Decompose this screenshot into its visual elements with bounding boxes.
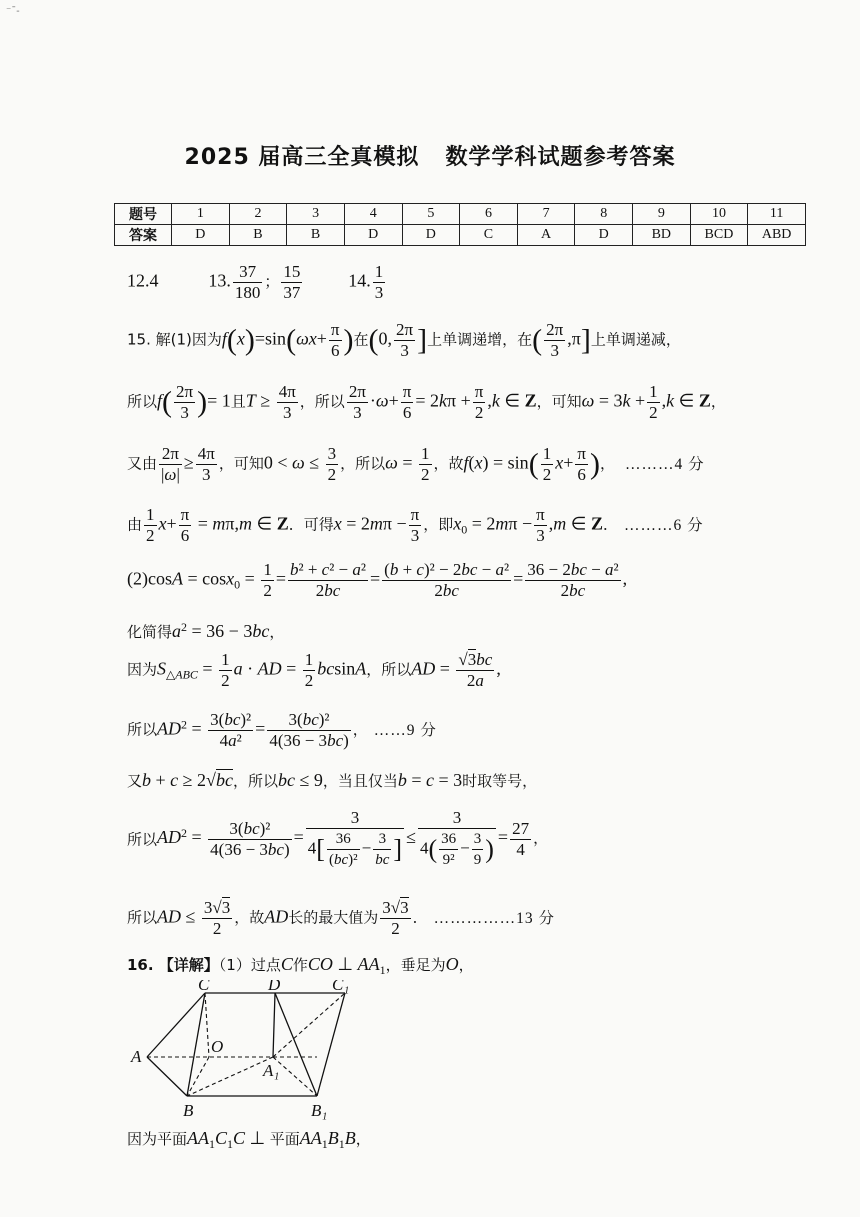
q15-text: 由 <box>127 515 143 534</box>
q15-part2-label: (2) <box>127 568 148 589</box>
answer-cell: A <box>517 225 575 246</box>
question-number: 8 <box>575 204 633 225</box>
answer-cell: D <box>402 225 460 246</box>
q16-text: （1）过点 <box>218 956 281 974</box>
q15-text-increasing: 上单调递增，在 <box>427 330 533 349</box>
q15-part2-line-4: 所以$AD^2$ = $\frac{\text{3(bc)²}}{\text{4a²}}$ = $\frac{\text{3(bc)²}}{4(36 - 3bc)}$ ， ……9 分 <box>127 710 437 750</box>
q13-fraction-2: $\frac{15}{37}$ <box>283 262 301 302</box>
q15-line-3: 又由 $\frac{2\pi}{|\omega|}$ ≥ $\frac{4\pi}{3}$ ，可知0 < ω ≤ $\frac{3}{2}$ ，所以ω = $\frac{1}{2}$ ，故f(x) = sin( $\frac{1}{2}$ x+ $\frac{\pi}{6}$ )， ………4 分 <box>127 444 705 484</box>
q15-line-1: 15. 解(1)因为f(x)=sin(ωx+ $\frac{\pi}{6}$ )在(0, $\frac{2\pi}{3}$ ]上单调递增，在( $\frac{2\pi}{3}$ ,π]上单调递减， <box>127 320 681 360</box>
q15-text: ，所以 <box>366 660 412 679</box>
q15-text: ，可知 <box>218 454 264 473</box>
q15-part2-line-6: 所以$AD^2$ = $\frac{\text{3(bc)²}}{4(36 - 3bc)}$ = 3 4[ $\frac{36}{\text{(bc)²}}$ − $\frac{3}{bc}$ ] ≤ 3 4( $\frac{36}{\text{9²}}$ − $\frac{3}{9}$ ) = $\frac{27}{4}$ ， <box>127 808 549 868</box>
question-number: 2 <box>229 204 287 225</box>
question-row-label: 题号 <box>115 204 172 225</box>
question-number: 4 <box>344 204 402 225</box>
q14-fraction: $\frac{1}{3}$ <box>374 262 384 302</box>
q16-text: 作 <box>292 956 308 974</box>
question-number: 3 <box>287 204 345 225</box>
q16-text: ，垂足为 <box>385 956 446 974</box>
q16-line-1: 16. 【详解】（1）过点C作CO ⊥ $AA_1$，垂足为O， <box>127 954 474 978</box>
label-B1: B₁ <box>311 1101 328 1120</box>
q15-text: ，所以 <box>232 772 278 790</box>
q15-text: ，即 <box>423 515 454 534</box>
q15-part2-line-5: 又b + c ≥ 2√bc，所以bc ≤ 9，当且仅当b = c = 3时取等号， <box>127 770 538 790</box>
question-number: 1 <box>172 204 230 225</box>
scan-mark: ⁻ˉ‐ <box>6 6 20 17</box>
q13-label: 13. <box>208 270 231 291</box>
q15-line-2: 所以f( $\frac{2\pi}{3}$ )= 1且T ≥ $\frac{4\pi}{3}$ ，所以 $\frac{2\pi}{3}$ ·ω+ $\frac{\pi}{6}$ = 2kπ + $\frac{\pi}{2}$ ,k ∈ Z，可知ω = 3k + $\frac{1}{2}$ ,k ∈ Z， <box>127 382 726 422</box>
q13-fraction-1: $\frac{37}{180}$ <box>234 262 261 302</box>
score-9: ……9 分 <box>373 721 437 739</box>
title-part1: 2025 届高三全真模拟 <box>184 145 420 170</box>
q13-separator: ； <box>264 272 280 291</box>
q15-text: ，当且仅当 <box>322 772 398 790</box>
q15-text: 所以 <box>127 720 158 739</box>
q15-text: 又 <box>127 772 143 790</box>
answer-cell: BD <box>633 225 691 246</box>
answer-cell: D <box>172 225 230 246</box>
answer-row-label: 答案 <box>115 225 172 246</box>
q14-label: 14. <box>348 270 371 291</box>
label-B: B <box>183 1101 194 1120</box>
q15-text: 长的最大值为 <box>288 908 379 927</box>
q16-line-2: 因为平面$AA_1C_1C$ ⊥ 平面$AA_1B_1B$， <box>127 1128 371 1152</box>
q15-text: ，故 <box>234 908 265 927</box>
page-title <box>0 140 860 171</box>
answer-cell: B <box>229 225 287 246</box>
q15-part2-line-7: 所以AD ≤ $\frac{3√3}{2}$ ，故AD长的最大值为 $\frac{3√3}{2}$ ． ……………13 分 <box>127 898 556 938</box>
score-4: ………4 分 <box>624 455 705 473</box>
answer-cell: C <box>460 225 518 246</box>
q15-part2-line-1: (2)cosA = cosx$_0$ = $\frac{1}{2}$ = $\frac{\text{b² + c² − a²}}{2bc}$ = $\frac{\text{(b + c)² − 2bc − a²}}{2bc}$ = $\frac{\text{36 − 2bc − a²}}{2bc}$ , <box>127 560 628 600</box>
answer-cell: BCD <box>690 225 748 246</box>
q15-text: ．可得 <box>288 515 334 534</box>
question-number: 9 <box>633 204 691 225</box>
q12-answer: 12.4 <box>127 270 159 291</box>
question-number: 6 <box>460 204 518 225</box>
q16-label: 16. 【详解】 <box>127 956 219 974</box>
score-6: ………6 分 <box>623 516 704 534</box>
q15-text-decreasing: 上单调递减， <box>590 330 681 349</box>
answer-cell: D <box>344 225 402 246</box>
q15-text: 且 <box>230 392 246 411</box>
q15-part2-line-3: 因为$S_{\triangle ABC}$ = $\frac{1}{2}$ a · AD = $\frac{1}{2}$ bcsinA，所以AD = $\frac{√3bc}{2a}$ , <box>127 650 501 690</box>
q15-text: 时取等号， <box>462 772 538 790</box>
question-number: 5 <box>402 204 460 225</box>
title-part2: 数学学科试题参考答案 <box>445 145 676 170</box>
score-13: ……………13 分 <box>433 909 556 927</box>
q15-text: ，可知 <box>536 392 582 411</box>
question-number: 10 <box>690 204 748 225</box>
label-A: A <box>131 1047 142 1066</box>
q16-text: 因为平面 <box>127 1130 188 1148</box>
answer-table <box>114 203 806 246</box>
q15-text: ，故 <box>433 454 464 473</box>
answer-row <box>115 225 806 246</box>
q15-text: 因为 <box>127 660 158 679</box>
q15-text: 所以 <box>127 830 158 849</box>
answer-cell: D <box>575 225 633 246</box>
fill-in-answers <box>127 262 387 303</box>
q15-text: ，所以 <box>340 454 386 473</box>
question-number: 7 <box>517 204 575 225</box>
label-O: O <box>211 1037 224 1056</box>
answer-cell: ABD <box>748 225 806 246</box>
answer-cell: B <box>287 225 345 246</box>
q15-line-4: 由 $\frac{1}{2}$ x+ $\frac{\pi}{6}$ = mπ,m ∈ Z．可得x = 2mπ − $\frac{\pi}{3}$ ，即$x_0 = 2m\pi$ − $\frac{\pi}{3}$ ,m ∈ Z． ………6 分 <box>127 505 704 545</box>
q15-part2-line-2: 化简得$a^2 = 36 - 3bc$， <box>127 620 285 642</box>
q15-text: 又由 <box>127 454 158 473</box>
q15-text: 化简得 <box>127 623 173 642</box>
label-C: C <box>198 980 210 994</box>
label-C1: C₁ <box>332 980 350 994</box>
prism-diagram <box>125 980 365 1120</box>
question-number-row <box>115 204 806 225</box>
q15-text: 所以 <box>127 908 158 927</box>
label-D: D <box>268 980 281 994</box>
question-number: 11 <box>748 204 806 225</box>
label-A1: A₁ <box>263 1061 280 1080</box>
q15-intro: 15. 解(1)因为 <box>127 330 222 349</box>
q15-text: 所以 <box>127 392 158 411</box>
q16-text: 平面 <box>269 1130 300 1148</box>
